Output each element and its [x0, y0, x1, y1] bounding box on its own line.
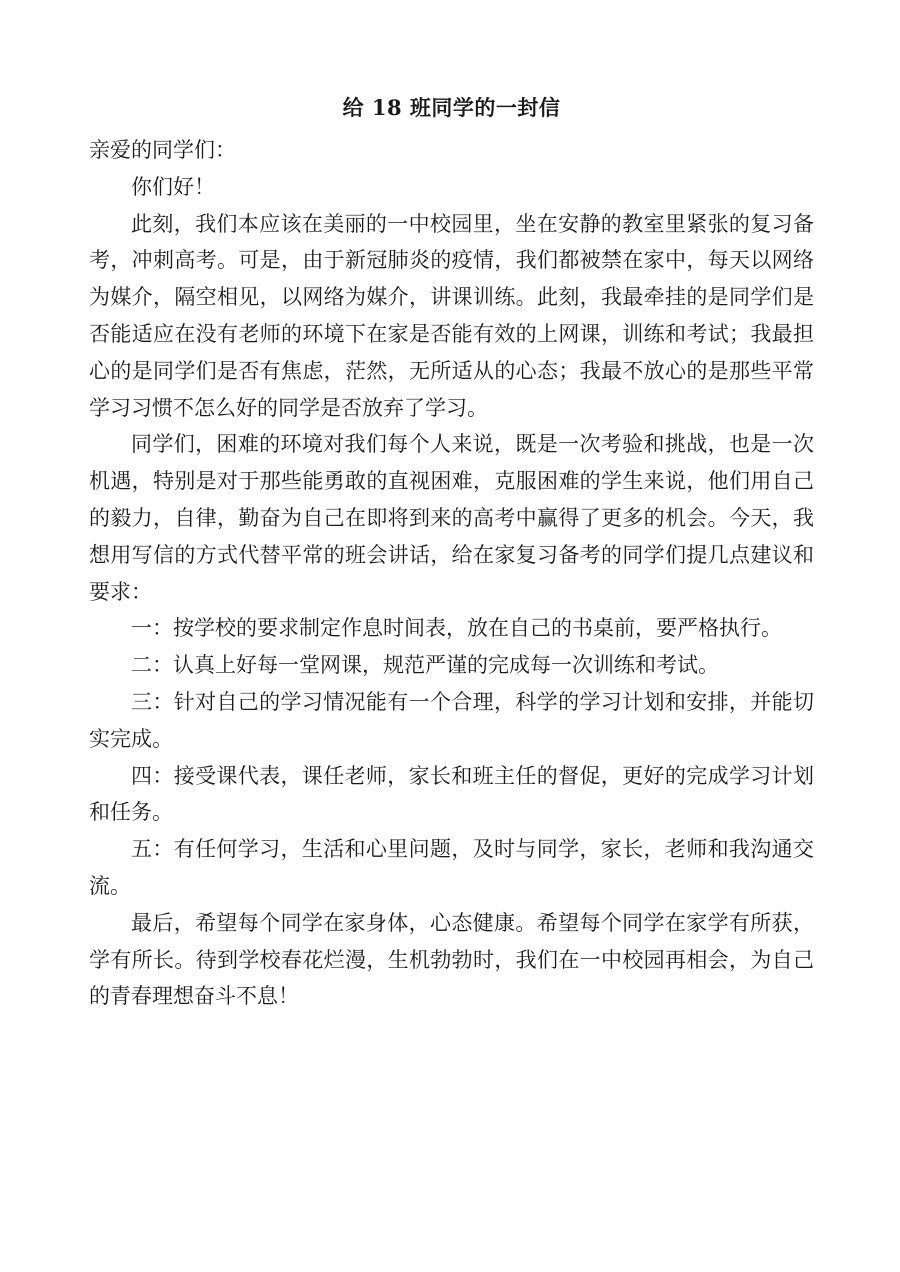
suggestion-4: 四：接受课代表，课任老师，家长和班主任的督促，更好的完成学习计划和任务。 [89, 763, 814, 825]
letter-title: 给 18 班同学的一封信 [342, 95, 561, 120]
paragraph-challenge: 同学们，困难的环境对我们每个人来说，既是一次考验和挑战，也是一次机遇，特别是对于那些能勇敢的直视困难，克服困难的学生来说，他们用自己的毅力，自律，勤奋为自己在即将到来的高考中赢得了更多的机会。今天，我想用写信的方式代替平常的班会讲话，给在家复习备考的同学们提几点建议和要求： [89, 432, 814, 604]
suggestion-3: 三：针对自己的学习情况能有一个合理，科学的学习计划和安排，并能切实完成。 [89, 689, 814, 751]
suggestion-1: 一：按学校的要求制定作息时间表，放在自己的书桌前，要严格执行。 [131, 616, 782, 641]
greeting: 你们好！ [131, 174, 215, 199]
paragraph-situation: 此刻，我们本应该在美丽的一中校园里，坐在安静的教室里紧张的复习备考，冲刺高考。可是，由于新冠肺炎的疫情，我们都被禁在家中，每天以网络为媒介，隔空相见，以网络为媒介，讲课训练。此刻，我最牵挂的是同学们是否能适应在没有老师的环境下在家是否能有效的上网课，训练和考试；我最担心的是同学们是否有焦虑，茫然，无所适从的心态；我最不放心的是那些平常学习习惯不怎么好的同学是否放弃了学习。 [89, 211, 814, 420]
salutation: 亲爱的同学们： [89, 138, 236, 162]
suggestion-5: 五：有任何学习，生活和心里问题，及时与同学，家长，老师和我沟通交流。 [89, 837, 814, 898]
suggestion-2: 二：认真上好每一堂网课，规范严谨的完成每一次训练和考试。 [131, 653, 719, 678]
paragraph-closing: 最后，希望每个同学在家身体，心态健康。希望每个同学在家学有所获，学有所长。待到学校春花烂漫，生机勃勃时，我们在一中校园再相会，为自己的青春理想奋斗不息！ [89, 910, 814, 1009]
letter-body [89, 132, 814, 1015]
